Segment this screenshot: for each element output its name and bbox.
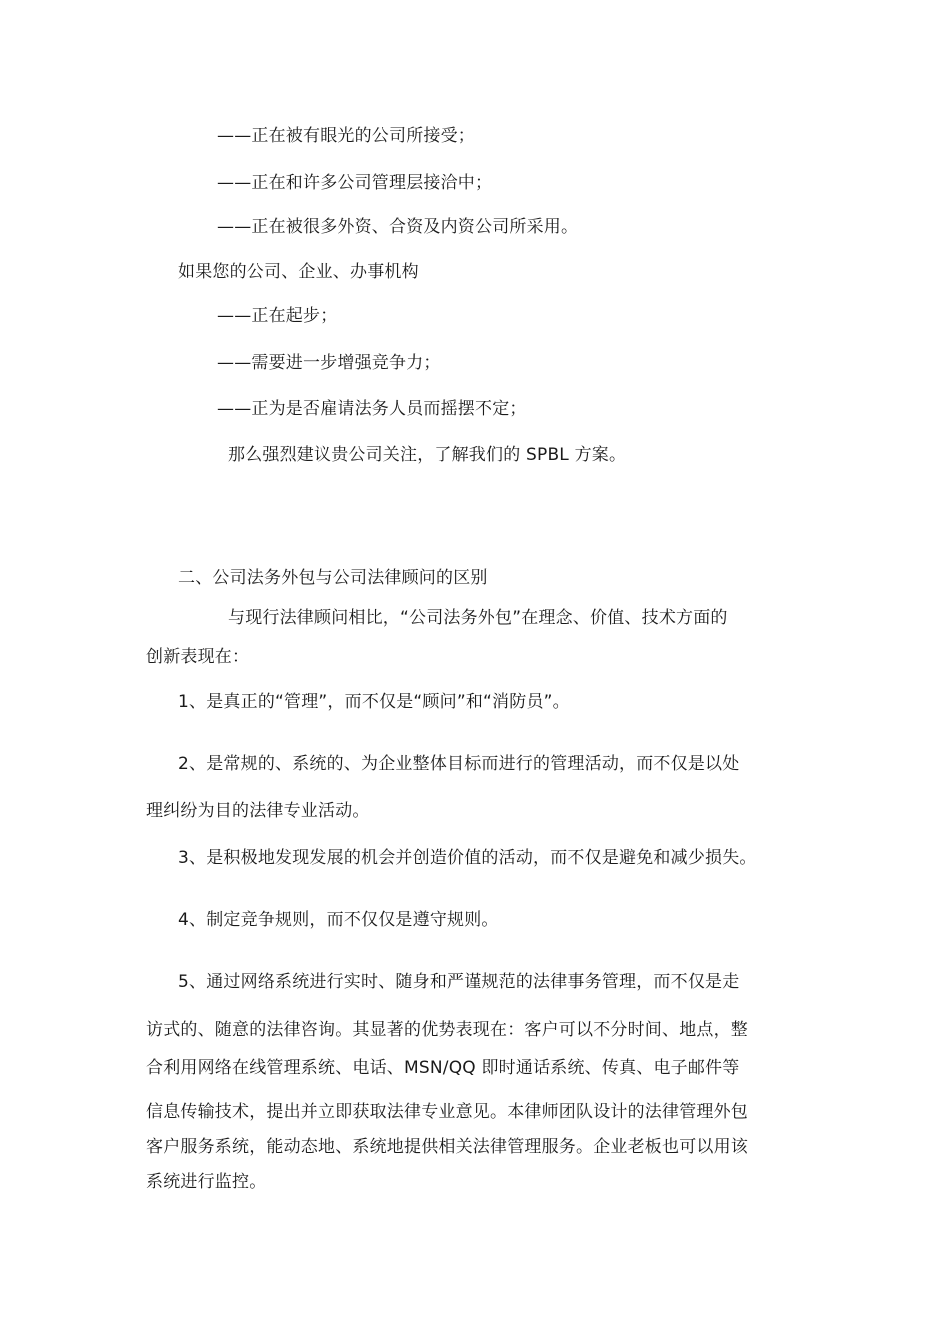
- recommendation-line: 那么强烈建议贵公司关注，了解我们的 SPBL 方案。: [228, 445, 627, 465]
- point-5-line: 系统进行监控。: [146, 1172, 267, 1192]
- condition-list-item: ——正为是否雇请法务人员而摇摆不定；: [217, 399, 527, 419]
- point-5-line: 5、通过网络系统进行实时、随身和严谨规范的法律事务管理，而不仅是走: [178, 972, 740, 992]
- point-5-line: 客户服务系统，能动态地、系统地提供相关法律管理服务。企业老板也可以用该: [146, 1137, 748, 1157]
- intro-list-item: ——正在和许多公司管理层接洽中；: [217, 173, 493, 193]
- point-4: 4、制定竞争规则，而不仅仅是遵守规则。: [178, 910, 499, 930]
- point-3: 3、是积极地发现发展的机会并创造价值的活动，而不仅是避免和减少损失。: [178, 848, 757, 868]
- condition-list-item: ——需要进一步增强竞争力；: [217, 353, 441, 373]
- intro-list-item: ——正在被很多外资、合资及内资公司所采用。: [217, 217, 579, 237]
- point-5-line: 合利用网络在线管理系统、电话、MSN/QQ 即时通话系统、传真、电子邮件等: [146, 1058, 740, 1078]
- intro-list-item: ——正在被有眼光的公司所接受；: [217, 126, 475, 146]
- section-intro-line: 创新表现在：: [146, 647, 250, 667]
- point-5-line: 访式的、随意的法律咨询。其显著的优势表现在：客户可以不分时间、地点，整: [146, 1020, 748, 1040]
- section-heading: 二、公司法务外包与公司法律顾问的区别: [178, 568, 488, 588]
- point-5-line: 信息传输技术，提出并立即获取法律专业意见。本律师团队设计的法律管理外包: [146, 1102, 748, 1122]
- section-intro-line: 与现行法律顾问相比，“公司法务外包”在理念、价值、技术方面的: [228, 608, 728, 628]
- condition-list-item: ——正在起步；: [217, 306, 338, 326]
- point-1: 1、是真正的“管理”，而不仅是“顾问”和“消防员”。: [178, 692, 570, 712]
- if-line: 如果您的公司、企业、办事机构: [178, 262, 419, 282]
- point-2-line: 理纠纷为目的法律专业活动。: [146, 801, 370, 821]
- point-2-line: 2、是常规的、系统的、为企业整体目标而进行的管理活动，而不仅是以处: [178, 754, 740, 774]
